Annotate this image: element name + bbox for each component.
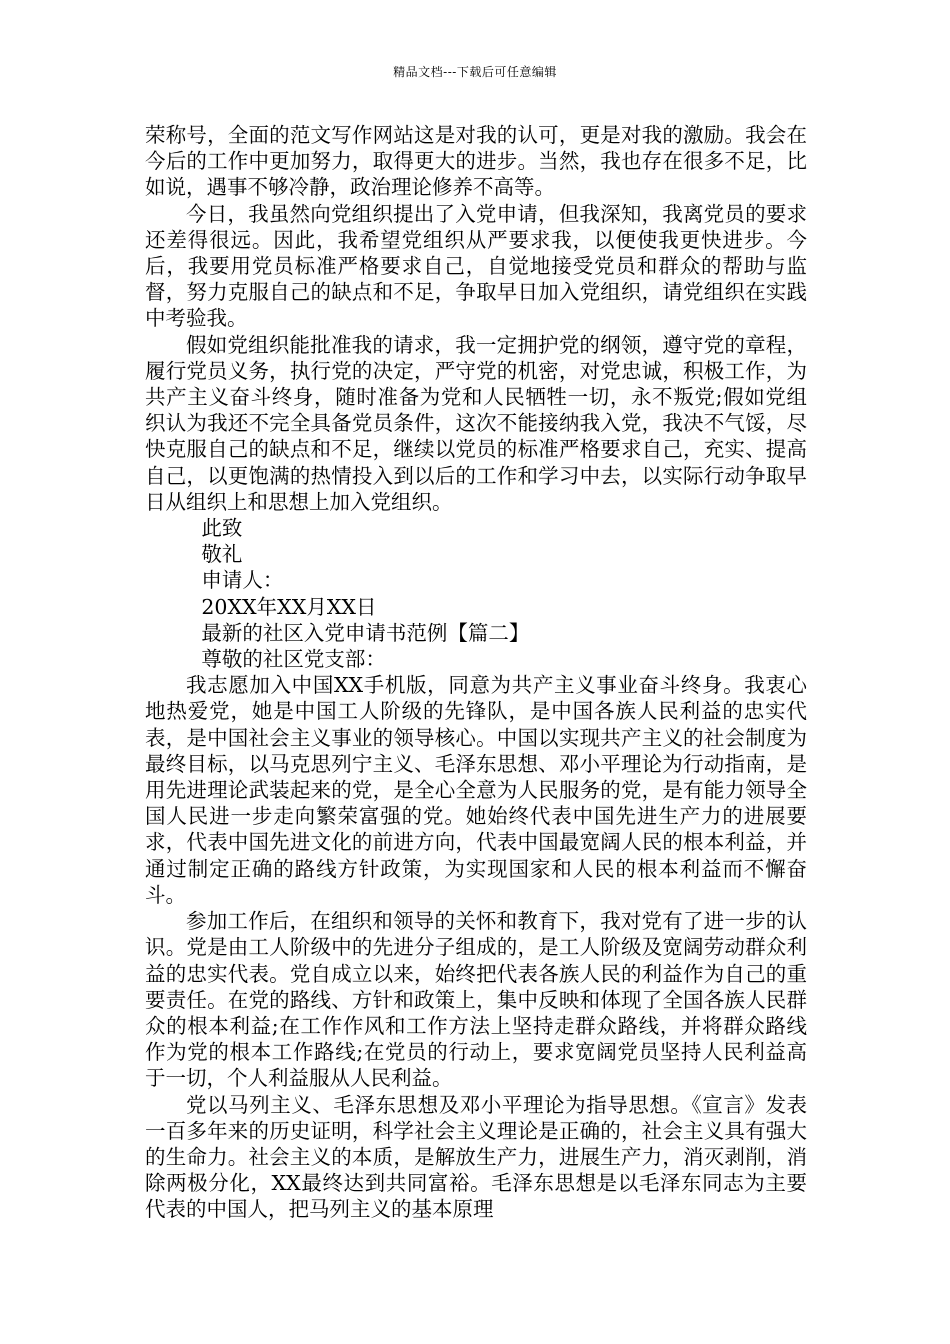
closing-line-cizhi: 此致 [201,516,243,541]
paragraph-1: 荣称号，全面的范文写作网站这是对我的认可，更是对我的激励。我会在今后的工作中更加努力，取得更大的进步。当然，我也存在很多不足，比如说，遇事不够冷静，政治理论修养不高等。 [145,123,807,200]
document-body [145,122,807,1223]
closing-line-jingli: 敬礼 [201,542,243,567]
paragraph-4: 我志愿加入中国XX手机版，同意为共产主义事业奋斗终身。我衷心地热爱党，她是中国工人阶级的先锋队，是中国各族人民利益的忠实代表，是中国社会主义事业的领导核心。中国以实现共产主义的社会制度为最终目标，以马克思列宁主义、毛泽东思想、邓小平理论为行动指南，是用先进理论武装起来的党，是全心全意为人民服务的党，是有能力领导全国人民进一步走向繁荣富强的党。她始终代表中国先进生产力的进展要求，代表中国先进文化的前进方向，代表中国最宽阔人民的根本利益，并通过制定正确的路线方针政策，为实现国家和人民的根本利益而不懈奋斗。 [145,673,807,907]
paragraph-2: 今日，我虽然向党组织提出了入党申请，但我深知，我离党员的要求还差得很远。因此，我希望党组织从严要求我，以便使我更快进步。今后，我要用党员标准严格要求自己，自觉地接受党员和群众的帮助与监督，努力克服自己的缺点和不足，争取早日加入党组织，请党组织在实践中考验我。 [145,201,807,331]
paragraph-3: 假如党组织能批准我的请求，我一定拥护党的纲领，遵守党的章程，履行党员义务，执行党的决定，严守党的机密，对党忠诚，积极工作，为共产主义奋斗终身，随时准备为党和人民牺牲一切，永不叛党;假如党组织认为我还不完全具备党员条件，这次不能接纳我入党，我决不气馁，尽快克服自己的缺点和不足，继续以党员的标准严格要求自己，充实、提高自己，以更饱满的热情投入到以后的工作和学习中去，以实际行动争取早日从组织上和思想上加入党组织。 [145,332,807,514]
salutation: 尊敬的社区党支部： [201,647,386,672]
section-title: 最新的社区入党申请书范例【篇二】 [201,620,530,645]
page-header: 精品文档---下载后可任意编辑 [393,65,557,79]
applicant-label: 申请人： [201,568,284,593]
date-line: 20XX年XX月XX日 [201,594,377,619]
paragraph-6: 党以马列主义、毛泽东思想及邓小平理论为指导思想。《宣言》发表一百多年来的历史证明，科学社会主义理论是正确的，社会主义具有强大的生命力。社会主义的本质，是解放生产力，进展生产力，消灭剥削，消除两极分化，XX最终达到共同富裕。毛泽东思想是以毛泽东同志为主要代表的中国人，把马列主义的基本原理 [145,1092,807,1222]
paragraph-5: 参加工作后，在组织和领导的关怀和教育下，我对党有了进一步的认识。党是由工人阶级中的先进分子组成的，是工人阶级及宽阔劳动群众利益的忠实代表。党自成立以来，始终把代表各族人民的利益作为自己的重要责任。在党的路线、方针和政策上，集中反映和体现了全国各族人民群众的根本利益;在工作作风和工作方法上坚持走群众路线，并将群众路线作为党的根本工作路线;在党员的行动上，要求宽阔党员坚持人民利益高于一切，个人利益服从人民利益。 [145,909,807,1091]
